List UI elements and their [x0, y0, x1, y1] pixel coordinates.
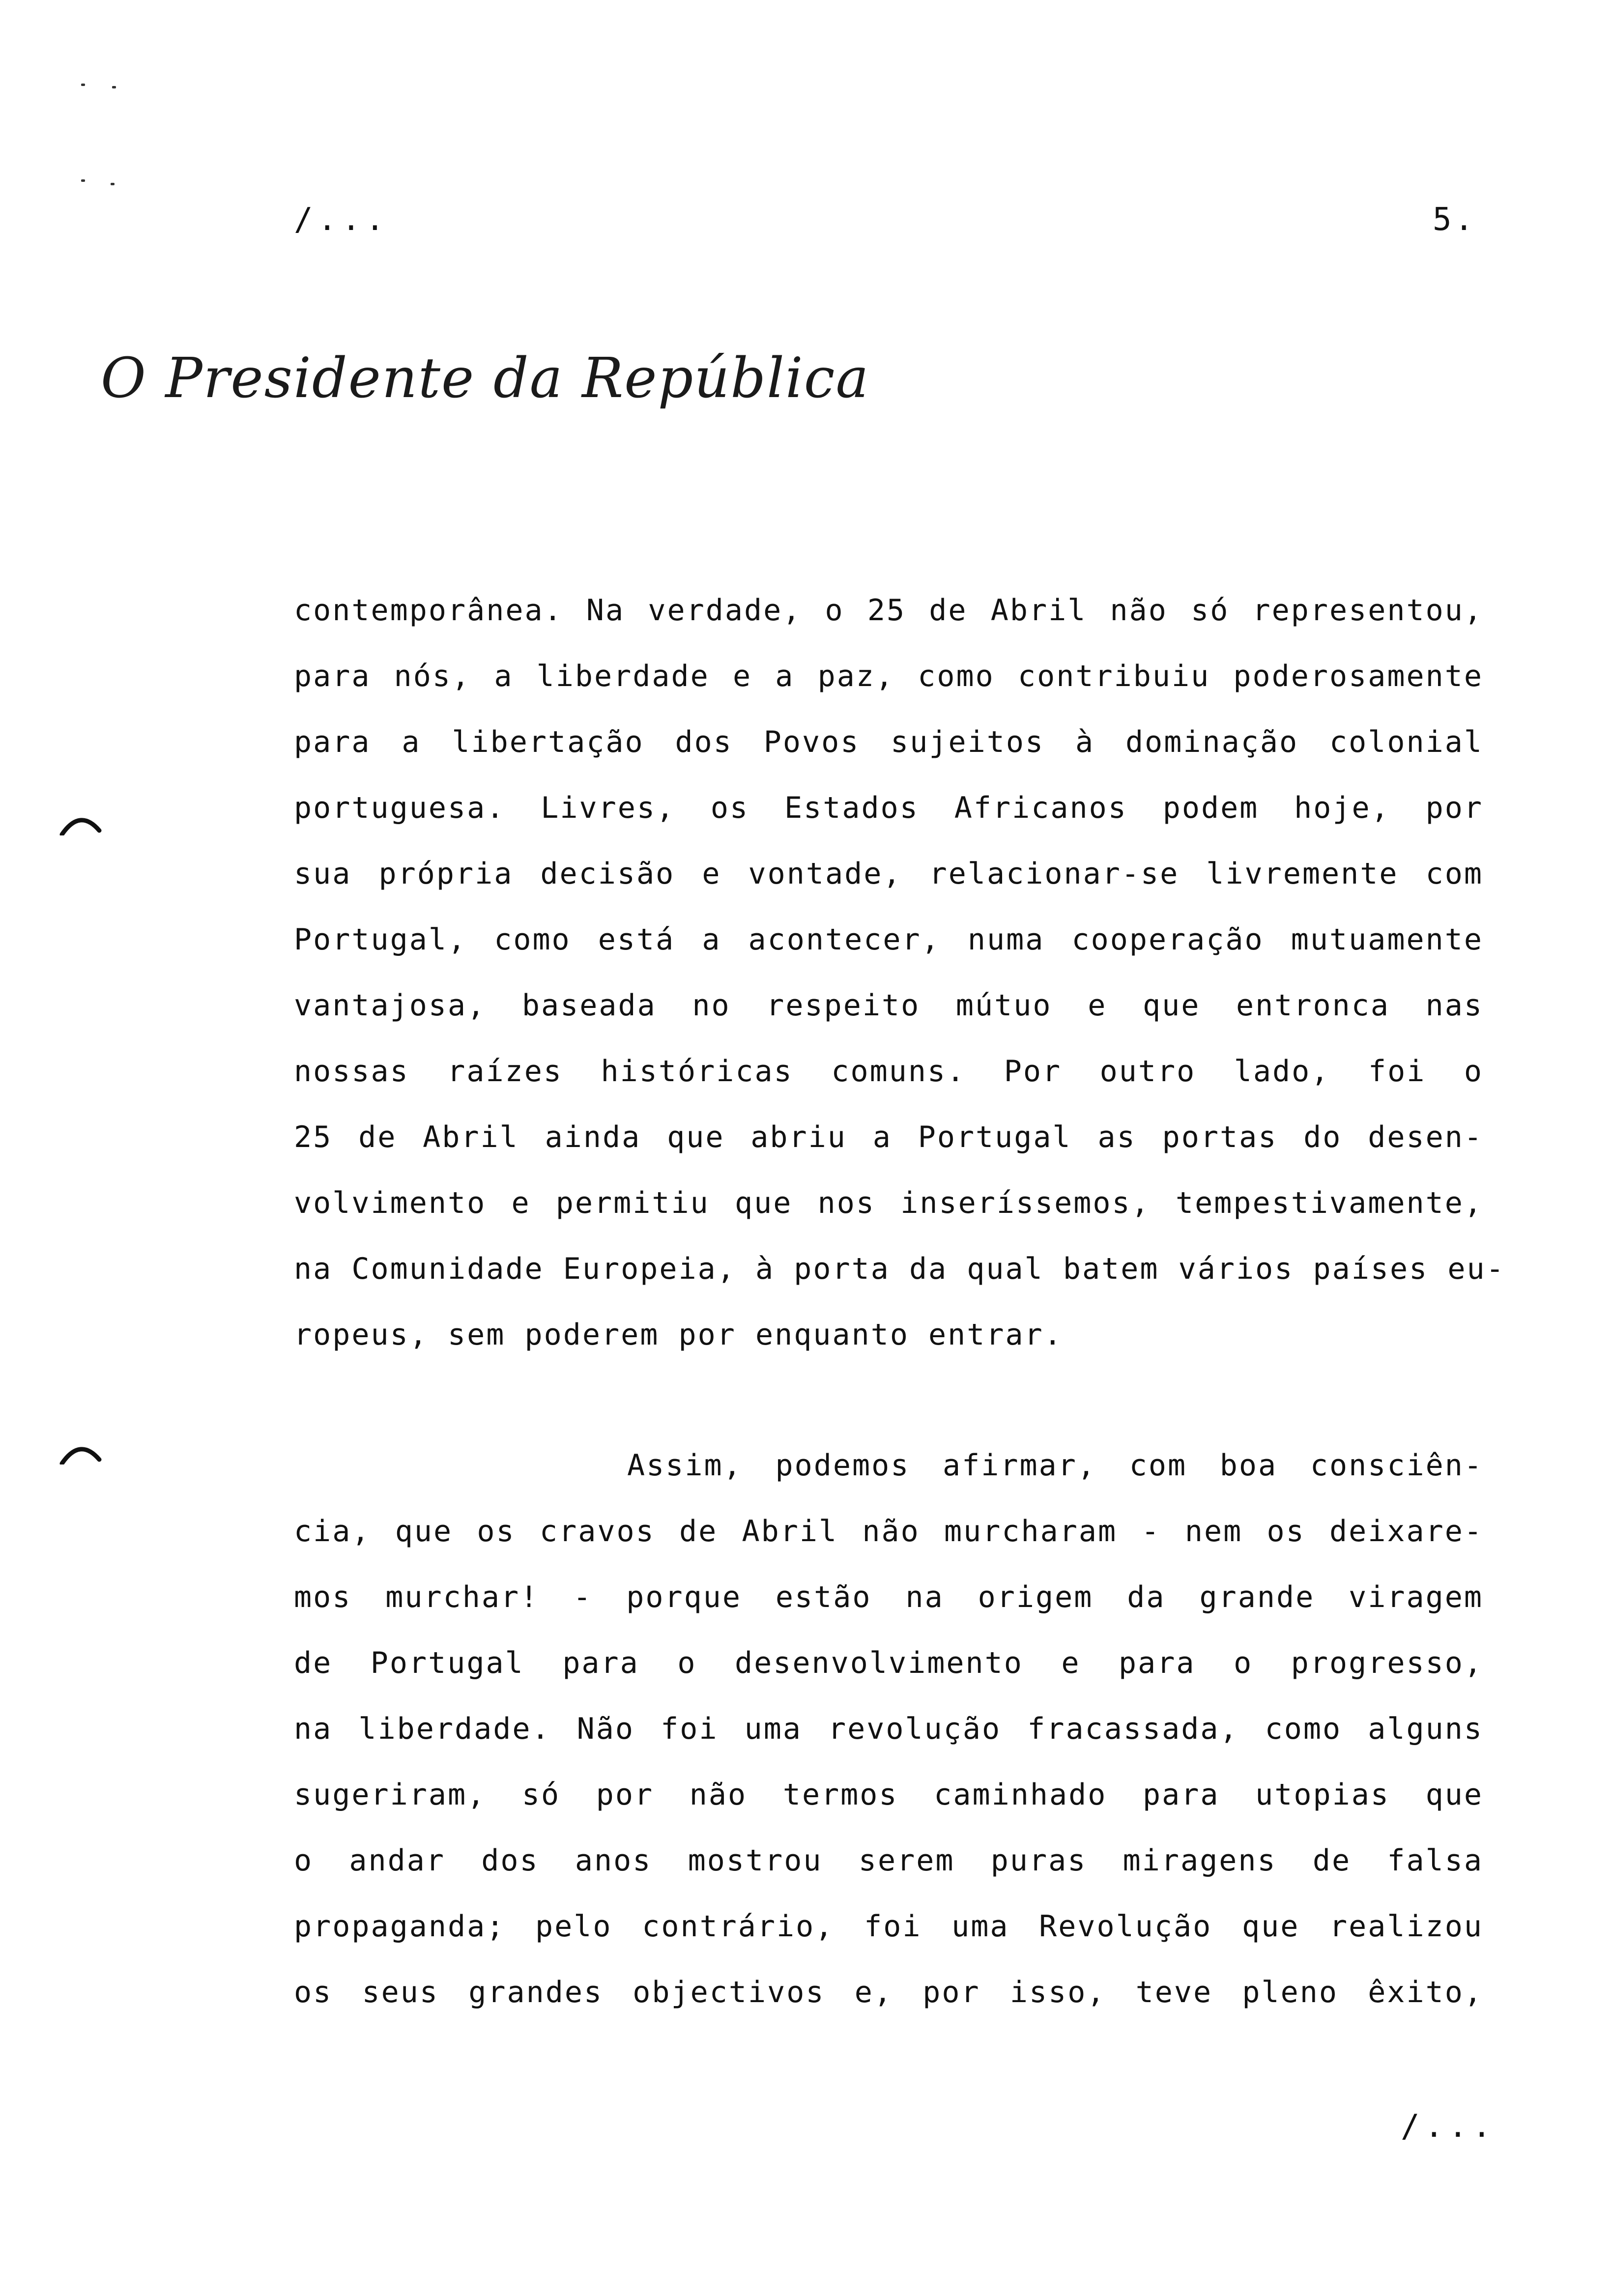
text-line: nossas raízes históricas comuns. Por outro lado, foi o: [294, 1054, 1483, 1089]
text-line: ropeus, sem poderem por enquanto entrar.: [294, 1318, 1063, 1352]
text-line: o andar dos anos mostrou serem puras miragens de falsa: [294, 1843, 1483, 1878]
text-line: vantajosa, baseada no respeito mútuo e que entronca nas: [294, 988, 1483, 1023]
text-line: cia, que os cravos de Abril não murcharam - nem os deixare-: [294, 1514, 1483, 1549]
text-line: contemporânea. Na verdade, o 25 de Abril não só representou,: [294, 593, 1483, 628]
scan-speck: [81, 84, 85, 86]
body-paragraph-1: [294, 577, 1505, 1368]
continued-from-marker: /...: [294, 201, 390, 238]
text-line: volvimento e permitiu que nos inseríssemos, tempestivamente,: [294, 1186, 1483, 1220]
text-line: de Portugal para o desenvolvimento e para o progresso,: [294, 1646, 1483, 1680]
text-line: Assim, podemos afirmar, com boa consciên-: [627, 1448, 1483, 1483]
text-line: Portugal, como está a acontecer, numa cooperação mutuamente: [294, 922, 1483, 957]
text-line: sua própria decisão e vontade, relacionar-se livremente com: [294, 857, 1483, 891]
letterhead-title: O Presidente da República: [101, 346, 870, 410]
text-line: mos murchar! - porque estão na origem da grande viragem: [294, 1580, 1483, 1614]
text-line: na liberdade. Não foi uma revolução fracassada, como alguns: [294, 1712, 1483, 1746]
text-line: os seus grandes objectivos e, por isso, teve pleno êxito,: [294, 1975, 1483, 2009]
punch-hole-icon: [58, 1440, 102, 1464]
continues-marker: /...: [1401, 2108, 1497, 2145]
text-line: 25 de Abril ainda que abriu a Portugal as portas do desen-: [294, 1120, 1483, 1154]
text-line: para nós, a liberdade e a paz, como contribuiu poderosamente: [294, 659, 1483, 693]
punch-hole-icon: [58, 811, 102, 835]
text-line: propaganda; pelo contrário, foi uma Revolução que realizou: [294, 1909, 1483, 1944]
scan-speck: [81, 179, 85, 182]
body-paragraph-2: [294, 1433, 1483, 2025]
text-line: na Comunidade Europeia, à porta da qual batem vários países eu-: [294, 1252, 1505, 1286]
scan-speck: [112, 86, 116, 88]
text-line: para a libertação dos Povos sujeitos à dominação colonial: [294, 725, 1483, 759]
page-number: 5.: [1433, 201, 1477, 238]
text-line: sugeriram, só por não termos caminhado para utopias que: [294, 1778, 1483, 1812]
text-line: portuguesa. Livres, os Estados Africanos podem hoje, por: [294, 791, 1483, 825]
scan-speck: [111, 183, 115, 185]
